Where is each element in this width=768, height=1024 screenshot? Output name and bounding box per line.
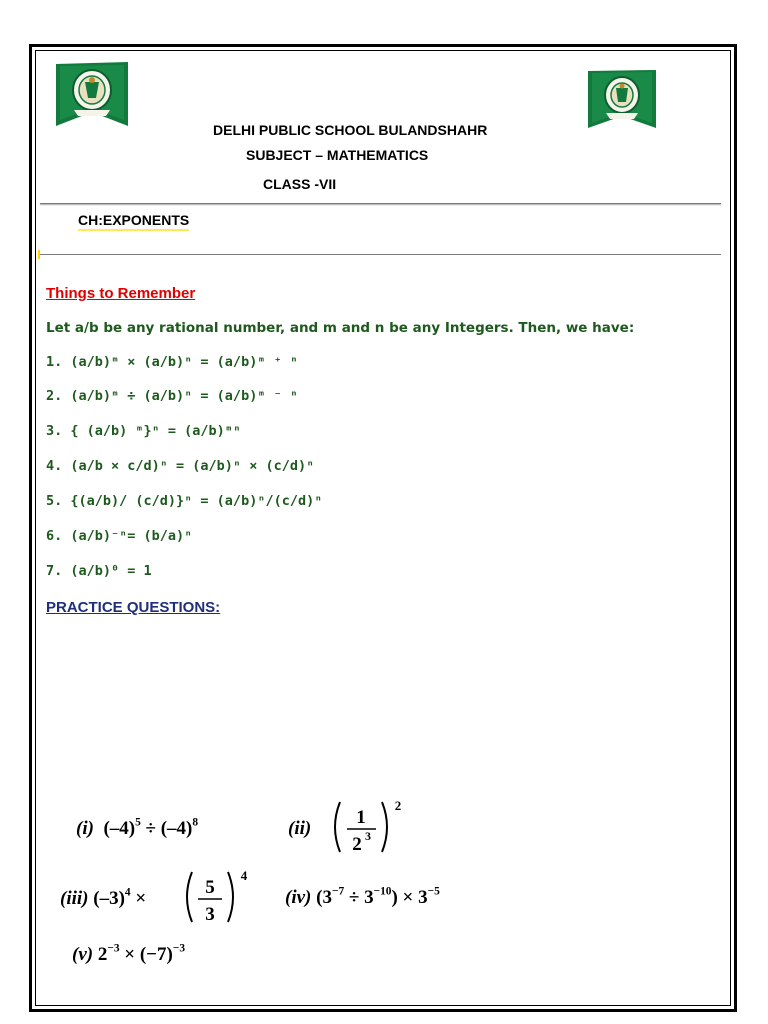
svg-text:2: 2 — [394, 798, 402, 813]
question-1: (i) $(-4)^5 \div (-4)^8$ — [76, 816, 199, 839]
question-2-fraction — [330, 796, 410, 858]
svg-text:5: 5 — [205, 877, 215, 898]
school-name: DELHI PUBLIC SCHOOL BULANDSHAHR — [213, 122, 488, 138]
remember-intro: Let a/b be any rational number, and m and n be any Integers. Then, we have: — [46, 320, 635, 336]
header-divider — [40, 203, 721, 204]
svg-text:4: 4 — [240, 868, 248, 883]
question-3: (iii) $(-3)^4$ × — [60, 886, 147, 909]
remember-heading: Things to Remember — [46, 285, 196, 302]
school-logo-icon — [54, 60, 130, 128]
rule-1: 1. (a/b)ᵐ × (a/b)ⁿ = (a/b)ᵐ ⁺ ⁿ — [46, 354, 298, 370]
svg-text:1: 1 — [356, 807, 366, 828]
svg-text:2: 2 — [352, 834, 362, 855]
chapter-divider — [40, 254, 721, 255]
subject-line: SUBJECT – MATHEMATICS — [246, 147, 429, 163]
rule-7: 7. (a/b)⁰ = 1 — [46, 563, 152, 579]
svg-text:3: 3 — [365, 829, 371, 843]
school-logo-icon — [586, 68, 658, 130]
question-5: (v) $2^{-3} \times (-7)^{-3}$ — [72, 942, 186, 965]
rule-2: 2. (a/b)ᵐ ÷ (a/b)ⁿ = (a/b)ᵐ ⁻ ⁿ — [46, 388, 298, 404]
question-4: (iv) $(3^{-7} \div 3^{-10}) \times 3^{-5}$ — [285, 885, 440, 908]
rule-6: 6. (a/b)⁻ⁿ= (b/a)ⁿ — [46, 528, 193, 544]
class-line: CLASS -VII — [263, 176, 337, 192]
practice-heading: PRACTICE QUESTIONS: — [46, 599, 221, 616]
chapter-title: CH:EXPONENTS — [78, 212, 189, 231]
rule-5: 5. {(a/b)/ (c/d)}ⁿ = (a/b)ⁿ/(c/d)ⁿ — [46, 493, 323, 509]
rule-4: 4. (a/b × c/d)ⁿ = (a/b)ⁿ × (c/d)ⁿ — [46, 458, 315, 474]
rule-3: 3. { (a/b) ᵐ}ⁿ = (a/b)ᵐⁿ — [46, 423, 242, 439]
question-2-label: (ii) — [288, 818, 312, 839]
svg-text:3: 3 — [205, 904, 215, 925]
question-3-fraction — [182, 866, 258, 928]
